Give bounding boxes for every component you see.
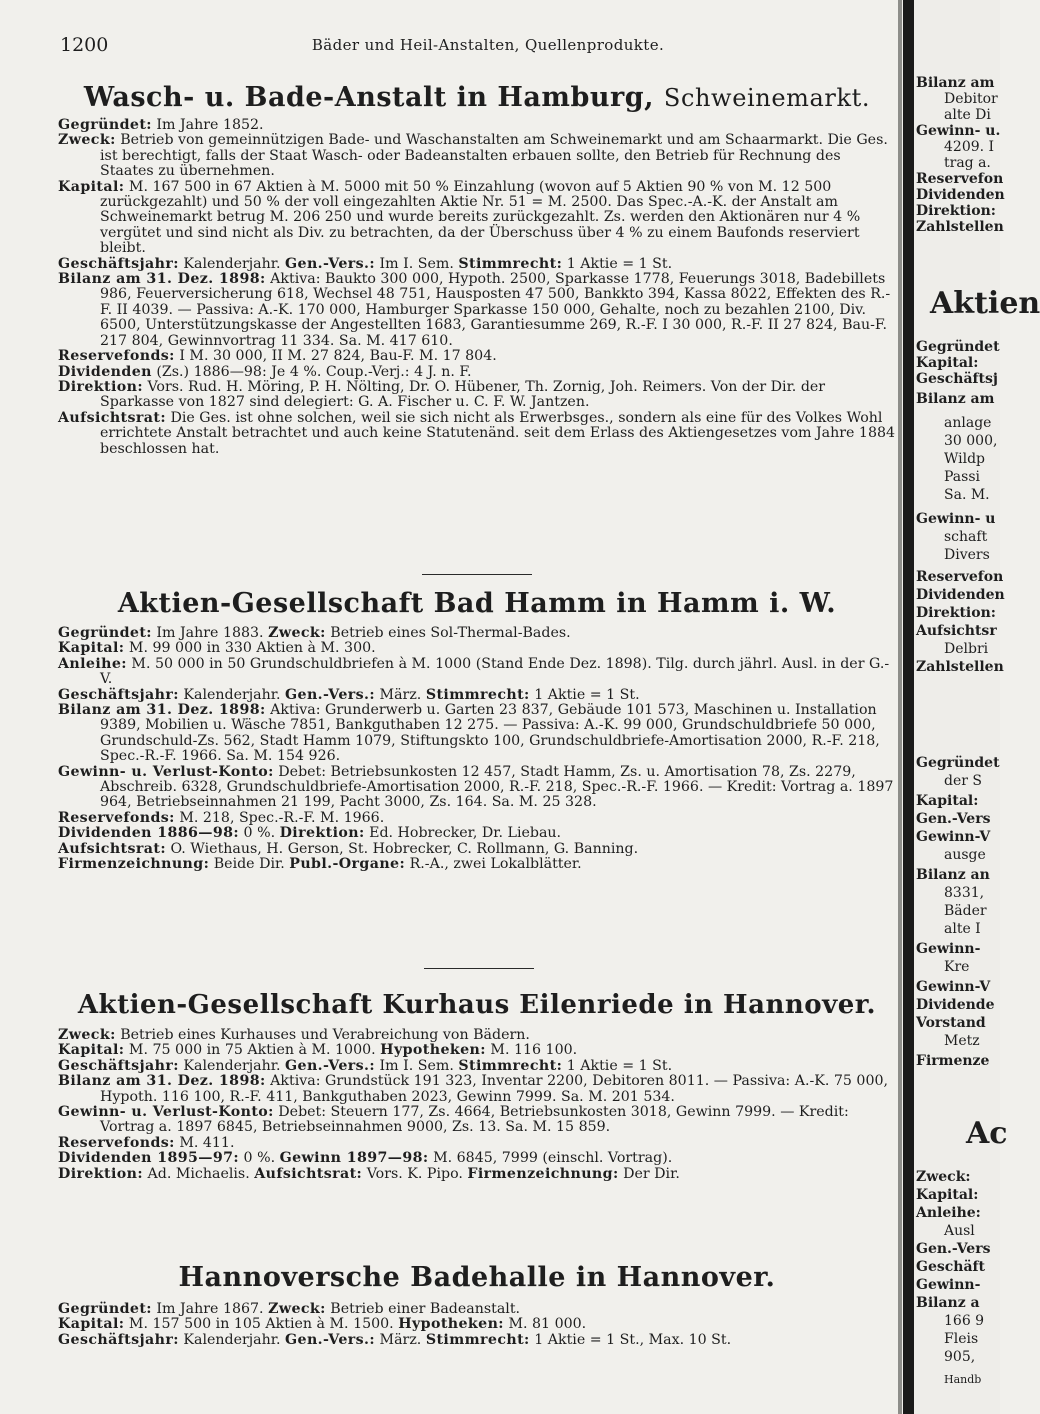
section-title: Hannoversche Badehalle in Hannover.: [178, 1262, 776, 1293]
entry-text: (Zs.) 1886—98: Je 4 %. Coup.-Verj.: 4 J. n. F.: [151, 363, 472, 380]
side-fragment: Bilanz am: [916, 391, 995, 407]
entry-label: Reservefonds:: [58, 348, 175, 365]
side-fragment: 8331,: [944, 885, 985, 901]
side-fragment: Gewinn-: [916, 941, 981, 957]
side-fragment: Gen.-Vers: [916, 811, 991, 827]
entry-label: Gen.-Vers.:: [285, 1057, 376, 1074]
side-fragment: Gegründet: [916, 755, 1000, 771]
entry-geschaeftsjahr: [58, 257, 896, 272]
entry-bilanz: [58, 703, 896, 765]
entry-label: Kapital:: [58, 640, 125, 657]
entry-label: Gen.-Vers.:: [285, 1331, 376, 1348]
entry-text: Der Dir.: [618, 1165, 680, 1182]
entry-text: Betrieb eines Sol-Thermal-Bades.: [325, 625, 571, 641]
entry-gewinn-verlust: [58, 765, 896, 811]
entry-label: Gen.-Vers.:: [285, 686, 376, 703]
entry-geschaeftsjahr: [58, 688, 896, 703]
entry-text: R.-A., zwei Lokalblätter.: [405, 856, 582, 873]
side-fragment: Metz: [944, 1033, 980, 1049]
entry-text: M. 411.: [174, 1134, 235, 1151]
side-fragment: Zahlstellen: [916, 659, 1004, 675]
entry-kapital: [58, 641, 896, 656]
entry-geschaeftsjahr: [58, 1333, 896, 1348]
entry-label: Direktion:: [58, 378, 143, 395]
entry-label: Direktion:: [58, 1165, 143, 1182]
entry-text: 1 Aktie = 1 St.: [529, 686, 640, 703]
entry-kapital: [58, 180, 896, 257]
entry-text: 0 %.: [239, 825, 280, 842]
entry-text: M. 50 000 in 50 Grundschuldbriefen à M. 1000 (Stand Ende Dez. 1898). Tilg. durch jährl. Ausl. in der G.-V.: [100, 655, 890, 688]
side-fragment: Gewinn- u.: [916, 123, 1001, 139]
side-fragment: Gewinn-V: [916, 829, 991, 845]
entry-block: [58, 1302, 896, 1348]
entry-label: Hypotheken:: [380, 1042, 486, 1059]
side-fragment: Dividenden: [916, 187, 1005, 203]
entry-label: Geschäftsjahr:: [58, 1057, 179, 1074]
side-fragment: Handb: [944, 1373, 982, 1386]
section-divider: [422, 574, 532, 575]
entry-label: Geschäftsjahr:: [58, 1331, 179, 1348]
side-fragment: Aufsichtsr: [916, 623, 997, 639]
side-fragment: Gewinn-: [916, 1277, 981, 1293]
entry-text: Im Jahre 1867.: [151, 1301, 269, 1317]
entry-block: [58, 118, 896, 457]
entry-dividenden: [58, 365, 896, 380]
entry-label: Direktion:: [279, 825, 365, 842]
entry-label: Dividenden: [58, 363, 152, 380]
entry-zweck: [58, 133, 896, 179]
entry-label: Geschäftsjahr:: [58, 686, 179, 703]
entry-label: Kapital:: [58, 1042, 125, 1059]
entry-bilanz: [58, 1074, 896, 1105]
entry-text: Kalenderjahr.: [178, 686, 286, 703]
entry-kapital: [58, 1317, 896, 1332]
entry-firmenzeichnung: [58, 857, 896, 872]
side-fragment: Divers: [944, 547, 990, 563]
entry-label: Stimmrecht:: [425, 1331, 530, 1348]
side-fragment: Bilanz a: [916, 1295, 980, 1311]
entry-reservefonds: [58, 349, 896, 364]
entry-text: Im Jahre 1852.: [151, 117, 264, 133]
side-fragment: Bäder: [944, 903, 987, 919]
side-fragment: Fleis: [944, 1331, 979, 1347]
book-gutter-shadow: [898, 0, 902, 1414]
side-fragment: Ausl: [944, 1223, 975, 1239]
entry-label: Dividenden 1895—97:: [58, 1150, 240, 1167]
entry-gegruendet: [58, 118, 896, 133]
entry-text: 1 Aktie = 1 St., Max. 10 St.: [529, 1331, 732, 1348]
entry-text: M. 75 000 in 75 Aktien à M. 1000.: [124, 1042, 381, 1059]
entry-label: Firmenzeichnung:: [467, 1165, 619, 1182]
entry-text: Debet: Betriebsunkosten 12 457, Stadt Hamm, Zs. u. Amortisation 78, Zs. 2279, Abschreib. 6328, Grundschuldbriefe-Amortisation 2000, R.-F. 218, Spec.-R.-F. 1966. — Kredit: Vortrag a. 1897 964, Betriebseinnahmen 21 199, Pacht 3000, Zs. 164. Sa. M. 25 328.: [100, 763, 894, 811]
entry-label: Gegründet:: [58, 117, 152, 133]
section-wasch-bade-anstalt-hamburg: [58, 82, 896, 457]
side-fragment: Kapital:: [916, 355, 979, 371]
side-heading: Aktien: [930, 286, 1040, 321]
side-fragment: ausge: [944, 847, 986, 863]
entry-text: Beide Dir.: [209, 856, 290, 873]
entry-label: Kapital:: [58, 1316, 125, 1333]
entry-label: Aufsichtsrat:: [58, 840, 166, 857]
side-fragment: Kapital:: [916, 793, 979, 809]
side-fragment: Bilanz an: [916, 867, 990, 883]
entry-text: Debet: Steuern 177, Zs. 4664, Betriebsunkosten 3018, Gewinn 7999. — Kredit: Vortrag a. 1897 6845, Betriebseinnahmen 9000, Zs. 13. Sa. M. 15 859.: [100, 1104, 849, 1136]
entry-label: Bilanz am 31. Dez. 1898:: [58, 1073, 266, 1090]
section-kurhaus-eilenriede: [58, 990, 896, 1182]
entry-text: März.: [375, 686, 426, 703]
running-head: Bäder und Heil-Anstalten, Quellenprodukte.: [311, 36, 665, 54]
entry-text: M. 157 500 in 105 Aktien à M. 1500.: [124, 1316, 399, 1333]
entry-text: M. 99 000 in 330 Aktien à M. 300.: [124, 640, 376, 657]
side-fragment: Gegründet: [916, 339, 1000, 355]
side-fragment: Delbri: [944, 641, 989, 657]
entry-text: Im Jahre 1883.: [151, 625, 269, 641]
entry-text: M. 81 000.: [503, 1316, 587, 1333]
entry-label: Aufsichtsrat:: [254, 1165, 363, 1182]
entry-text: 1 Aktie = 1 St.: [562, 1057, 673, 1074]
entry-text: M. 116 100.: [485, 1042, 578, 1059]
side-fragment: Zahlstellen: [916, 219, 1004, 235]
entry-text: M. 218, Spec.-R.-F. M. 1966.: [174, 809, 385, 826]
side-fragment: Wildp: [944, 451, 986, 467]
side-fragment: Gewinn-V: [916, 979, 991, 995]
section-title: [58, 82, 896, 118]
section-badehalle-hannover: [58, 1262, 896, 1348]
entry-anleihe: [58, 657, 896, 688]
side-fragment: Reservefon: [916, 171, 1004, 187]
entry-label: Gegründet:: [58, 625, 152, 641]
side-fragment: Bilanz am: [916, 75, 995, 91]
entry-aufsichtsrat: [58, 842, 896, 857]
section-bad-hamm: [58, 588, 896, 873]
entry-label: Zweck:: [268, 1301, 326, 1317]
entry-label: Stimmrecht:: [458, 1057, 563, 1074]
section-title: Aktien-Gesellschaft Kurhaus Eilenriede in Hannover.: [77, 990, 877, 1020]
entry-kapital: [58, 1043, 896, 1058]
entry-text: Im I. Sem.: [375, 1057, 459, 1074]
side-fragment: der S: [944, 773, 982, 789]
book-spine: [903, 0, 914, 1414]
entry-text: Aktiva: Baukto 300 000, Hypoth. 2500, Sparkasse 1778, Feuerungs 3018, Badebillets 986, Feuerversicherung 618, Wechsel 48 751, Hausposten 47 500, Bankkto 394, Kassa 8022, Effekten des R.-F. II 4039. — Passiva: A.-K. 170 000, Hamburger Sparkasse 150 000, Gehalte, noch zu bezahlen 2100, Div. 6500, Unterstützungskasse der Angestellten 1683, Garantiesumme 269, R.-F. I 30 000, R.-F. II 27 824, Bau-F. 217 804, Gewinnvortrag 11 334. Sa. M. 417 610.: [100, 271, 891, 349]
entry-text: O. Wiethaus, H. Gerson, St. Hobrecker, C. Rollmann, G. Banning.: [165, 840, 639, 857]
entry-dividenden: [58, 826, 896, 841]
side-fragment: Kre: [944, 959, 970, 975]
side-fragment: Dividende: [916, 997, 995, 1013]
entry-text: März.: [375, 1331, 426, 1348]
side-fragment: alte Di: [944, 107, 991, 123]
entry-label: Gegründet:: [58, 1301, 152, 1317]
side-fragment: trag a.: [944, 155, 991, 171]
page-number: 1200: [60, 34, 109, 56]
entry-geschaeftsjahr: [58, 1059, 896, 1074]
section-title-main: Wasch- u. Bade-Anstalt in Hamburg,: [83, 82, 654, 113]
entry-label: Bilanz am 31. Dez. 1898:: [58, 702, 266, 719]
entry-label: Hypotheken:: [398, 1316, 504, 1333]
entry-label: Stimmrecht:: [425, 686, 530, 703]
side-fragment: Gewinn- u: [916, 511, 996, 527]
side-fragment: schaft: [944, 529, 988, 545]
side-fragment: anlage: [944, 415, 992, 431]
side-fragment: Direktion:: [916, 605, 996, 621]
entry-text: Ad. Michaelis.: [142, 1165, 255, 1182]
entry-label: Kapital:: [58, 178, 125, 195]
side-fragment: Anleihe:: [916, 1205, 981, 1221]
side-fragment: Vorstand: [916, 1015, 986, 1031]
entry-block: [58, 626, 896, 873]
entry-direktion: [58, 380, 896, 411]
side-fragment: alte I: [944, 921, 981, 937]
entry-text: Betrieb einer Badeanstalt.: [325, 1301, 521, 1317]
entry-label: Firmenzeichnung:: [58, 856, 210, 873]
entry-text: M. 167 500 in 67 Aktien à M. 5000 mit 50 % Einzahlung (wovon auf 5 Aktien 90 % von M. 12 500 zurückgezahlt) und 50 % der voll eingezahlten Aktie Nr. 51 = M. 2500. Das Spec.-A.-K. der Anstalt am Schweinemarkt betrug M. 206 250 und wurde bereits zurückgezahlt. Zs. werden den Aktionären nur 4 % vergütet und sind nicht als Div. zu betrachten, da der Überschuss über 4 % zu einem Baufonds reserviert bleibt.: [100, 178, 861, 257]
entry-label: Gen.-Vers.:: [285, 255, 376, 272]
entry-label: Publ.-Organe:: [289, 856, 406, 873]
entry-label: Gewinn- u. Verlust-Konto:: [58, 763, 274, 780]
entry-label: Zweck:: [58, 1027, 116, 1043]
entry-direktion: [58, 1167, 896, 1182]
entry-text: Kalenderjahr.: [178, 255, 286, 272]
side-fragment: Reservefon: [916, 569, 1004, 585]
entry-text: Betrieb von gemeinnützigen Bade- und Waschanstalten am Schweinemarkt und am Schaarmarkt. Die Ges. ist berechtigt, falls der Staat Wasch- oder Badeanstalten erbauen sollte, den Betrieb für Rechnung des Staates zu übernehmen.: [100, 132, 888, 180]
section-divider: [424, 968, 534, 969]
entry-label: Geschäftsjahr:: [58, 255, 179, 272]
entry-text: 1 Aktie = 1 St.: [562, 255, 673, 272]
side-fragment: Direktion:: [916, 203, 996, 219]
entry-gewinn-verlust: [58, 1105, 896, 1136]
entry-aufsichtsrat: [58, 411, 896, 457]
side-fragment: Geschäftsj: [916, 371, 998, 387]
entry-reservefonds: [58, 1136, 896, 1151]
page-header: [58, 34, 896, 58]
side-fragment: 30 000,: [944, 433, 998, 449]
entry-text: Aktiva: Grunderwerb u. Garten 23 837, Gebäude 101 573, Maschinen u. Installation 9389, Mobilien u. Wäsche 7851, Bankguthaben 12 275. — Passiva: A.-K. 99 000, Grundschuldbriefe 50 000, Grundschuld-Zs. 562, Stadt Hamm 1079, Stiftungskto 100, Grundschuldbriefe-Amortisation 2000, R.-F. 218, Spec.-R.-F. 1966. Sa. M. 154 926.: [100, 702, 880, 765]
side-fragment: Zweck:: [916, 1169, 971, 1185]
entry-text: Ed. Hobrecker, Dr. Liebau.: [364, 825, 562, 842]
side-fragment: Passi: [944, 469, 980, 485]
entry-text: Vors. K. Pipo.: [362, 1165, 468, 1182]
side-fragment: Firmenze: [916, 1053, 990, 1069]
entry-label: Anleihe:: [58, 655, 127, 672]
entry-label: Aufsichtsrat:: [58, 409, 166, 426]
entry-text: M. 6845, 7999 (einschl. Vortrag).: [428, 1150, 673, 1167]
entry-label: Zweck:: [268, 625, 326, 641]
section-title-sub: Schweinemarkt.: [663, 84, 871, 112]
entry-text: Aktiva: Grundstück 191 323, Inventar 2200, Debitoren 8011. — Passiva: A.-K. 75 000, Hypoth. 116 100, R.-F. 411, Bankguthaben 2023, Gewinn 7999. Sa. M. 201 534.: [100, 1073, 889, 1105]
entry-text: Vors. Rud. H. Möring, P. H. Nölting, Dr. O. Hübener, Th. Zornig, Joh. Reimers. Von der Dir. der Sparkasse von 1827 sind delegiert: G. A. Fischer u. C. F. W. Jantzen.: [100, 378, 826, 411]
entry-label: Bilanz am 31. Dez. 1898:: [58, 271, 266, 288]
entry-text: Betrieb eines Kurhauses und Verabreichung von Bädern.: [115, 1027, 530, 1043]
section-title: Aktien-Gesellschaft Bad Hamm in Hamm i. W.: [117, 588, 837, 619]
side-fragment: 4209. I: [944, 139, 995, 155]
entry-text: Im I. Sem.: [375, 255, 459, 272]
side-fragment: Sa. M.: [944, 487, 990, 503]
side-fragment: Debitor: [944, 91, 998, 107]
entry-text: 0 %.: [239, 1150, 280, 1167]
entry-text: Kalenderjahr.: [178, 1331, 286, 1348]
entry-dividenden: [58, 1151, 896, 1166]
side-fragment: Kapital:: [916, 1187, 979, 1203]
entry-text: Die Ges. ist ohne solchen, weil sie sich nicht als Erwerbsges., sondern als eine für des Volkes Wohl errichtete Anstalt betrachtet und auch keine Statutenänd. seit dem Erlass des Aktiengesetzes vom Jahre 1884 beschlossen hat.: [100, 409, 896, 457]
entry-label: Stimmrecht:: [458, 255, 563, 272]
entry-label: Gewinn 1897—98:: [279, 1150, 429, 1167]
side-fragment: 166 9: [944, 1313, 985, 1329]
entry-text: Kalenderjahr.: [178, 1057, 286, 1074]
entry-block: [58, 1028, 896, 1182]
entry-label: Zweck:: [58, 132, 116, 149]
entry-label: Reservefonds:: [58, 809, 175, 826]
entry-bilanz: [58, 272, 896, 349]
entry-label: Gewinn- u. Verlust-Konto:: [58, 1104, 274, 1121]
facing-page-fragment: [914, 0, 1040, 1414]
side-fragment: Geschäft: [916, 1259, 986, 1275]
side-fragment: Dividenden: [916, 587, 1005, 603]
entry-label: Reservefonds:: [58, 1134, 175, 1151]
side-fragment: Gen.-Vers: [916, 1241, 991, 1257]
side-heading: Ac: [966, 1116, 1008, 1151]
entry-reservefonds: [58, 811, 896, 826]
entry-text: I M. 30 000, II M. 27 824, Bau-F. M. 17 804.: [174, 348, 497, 365]
side-fragment: 905,: [944, 1349, 976, 1365]
entry-label: Dividenden 1886—98:: [58, 825, 240, 842]
